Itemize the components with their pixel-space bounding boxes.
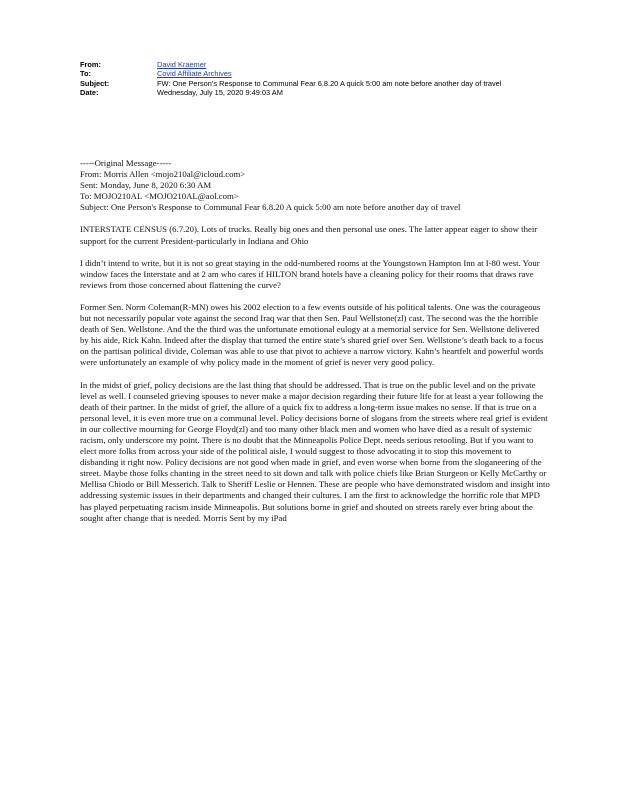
header-date-row [80,88,501,97]
header-from-row [80,60,501,69]
email-body [80,158,550,535]
original-separator: -----Original Message----- [80,158,172,168]
to-link[interactable]: Covid Affiliate Archives [157,69,232,79]
original-sent: Sent: Monday, June 8, 2020 6:30 AM [80,180,212,191]
from-link[interactable]: David Kraemer [157,60,207,69]
subject-value: FW: One Person’s Response to Communal Fear 6.8.20 A quick 5:00 am note before another day of travel [157,78,502,88]
original-subject: Subject: One Person's Response to Communal Fear 6.8.20 A quick 5:00 am note before another day of travel [80,202,461,213]
to-label: To: [80,69,91,79]
subject-label: Subject: [80,78,110,88]
header-to-row [80,69,501,78]
date-value: Wednesday, July 15, 2020 9:49:03 AM [157,88,283,98]
paragraph-coleman: Former Sen. Norm Coleman(R-MN) owes his 2002 election to a few events outside of his political talents. One was the courageous but not necessarily popular vote against the second Iraq war that then Sen. Paul Wellstone(zl) cast. The second was the the horrible death of Sen. Wellstone. And the the third was the unfortunate emotional eulogy at a memorial service for Sen. Wellstone delivered by his aide, Rick Kahn. Indeed after the display that turned the entire state’s shared grief over Sen. Wellstone’s death back to a focus on the partisan political divide, Coleman was able to use that pivot to achieve a narrow victory. Kahn’s heartfelt and powerful words were unfortunately an example of why policy made in the moment of grief is never very good policy. [80,301,544,368]
date-label: Date: [80,88,99,98]
paragraph-hotel: I didn’t intend to write, but it is not so great staying in the odd-numbered rooms at the Youngstown Hampton Inn at I-80 west. Your window faces the Interstate and at 2 am who cares if HILTON brand hotels have a cleaning policy for their rooms that draws rave reviews from those concerned about flattening the curve? [80,257,540,290]
from-label: From: [80,60,101,69]
original-to: To: MOJO210AL <MOJO210AL@aol.com> [80,191,239,202]
header-subject-row [80,79,501,88]
paragraph-grief-policy: In the midst of grief, policy decisions are the last thing that should be addressed. That is true on the public level and on the private level as well. I counseled grieving spouses to never make a major decision regarding their future life for at least a year following the death of their partner. In the midst of grief, the allure of a quick fix to address a long-term issue makes no sense. If that is true on a personal level, it is even more true on a communal level. Policy decisions borne of slogans from the streets where real grief is evident in our collective mourning for George Floyd(zl) and too many other black men and women who have died as a result of systemic racism, only underscore my point. There is no doubt that the Minneapolis Police Dept. needs serious retooling. But if you want to elect more folks from across your side of the political aisle, I would suggest to those advocating it to stop this movement to disbanding it right now. Policy decisions are not good when made in grief, and even worse when borne from the sloganeering of the street. Maybe those folks chanting in the street need to sit down and talk with police chiefs like Brian Sturgeon or Kelly McCarthy or Mellisa Chiodo or Bill Messerich. Talk to Sheriff Leslie or Hennen. These are people who have demonstrated wisdom and insight into addressing systemic issues in their departments and changed their cultures. I am the first to acknowledge the horrific role that MPD has played perpetuating racism inside Minneapolis. But solutions borne in grief and shouted on streets rarely ever bring about the sought after change that is needed. Morris Sent by my iPad [80,379,550,523]
email-header [80,60,501,98]
original-from: From: Morris Allen <mojo210al@icloud.com> [80,169,246,180]
original-message-block [80,158,550,213]
paragraph-interstate-census: INTERSTATE CENSUS (6.7.20). Lots of trucks. Really big ones and then personal use ones. The latter appear eager to show their support for the current President-particularly in Indiana and Ohio [80,224,538,246]
